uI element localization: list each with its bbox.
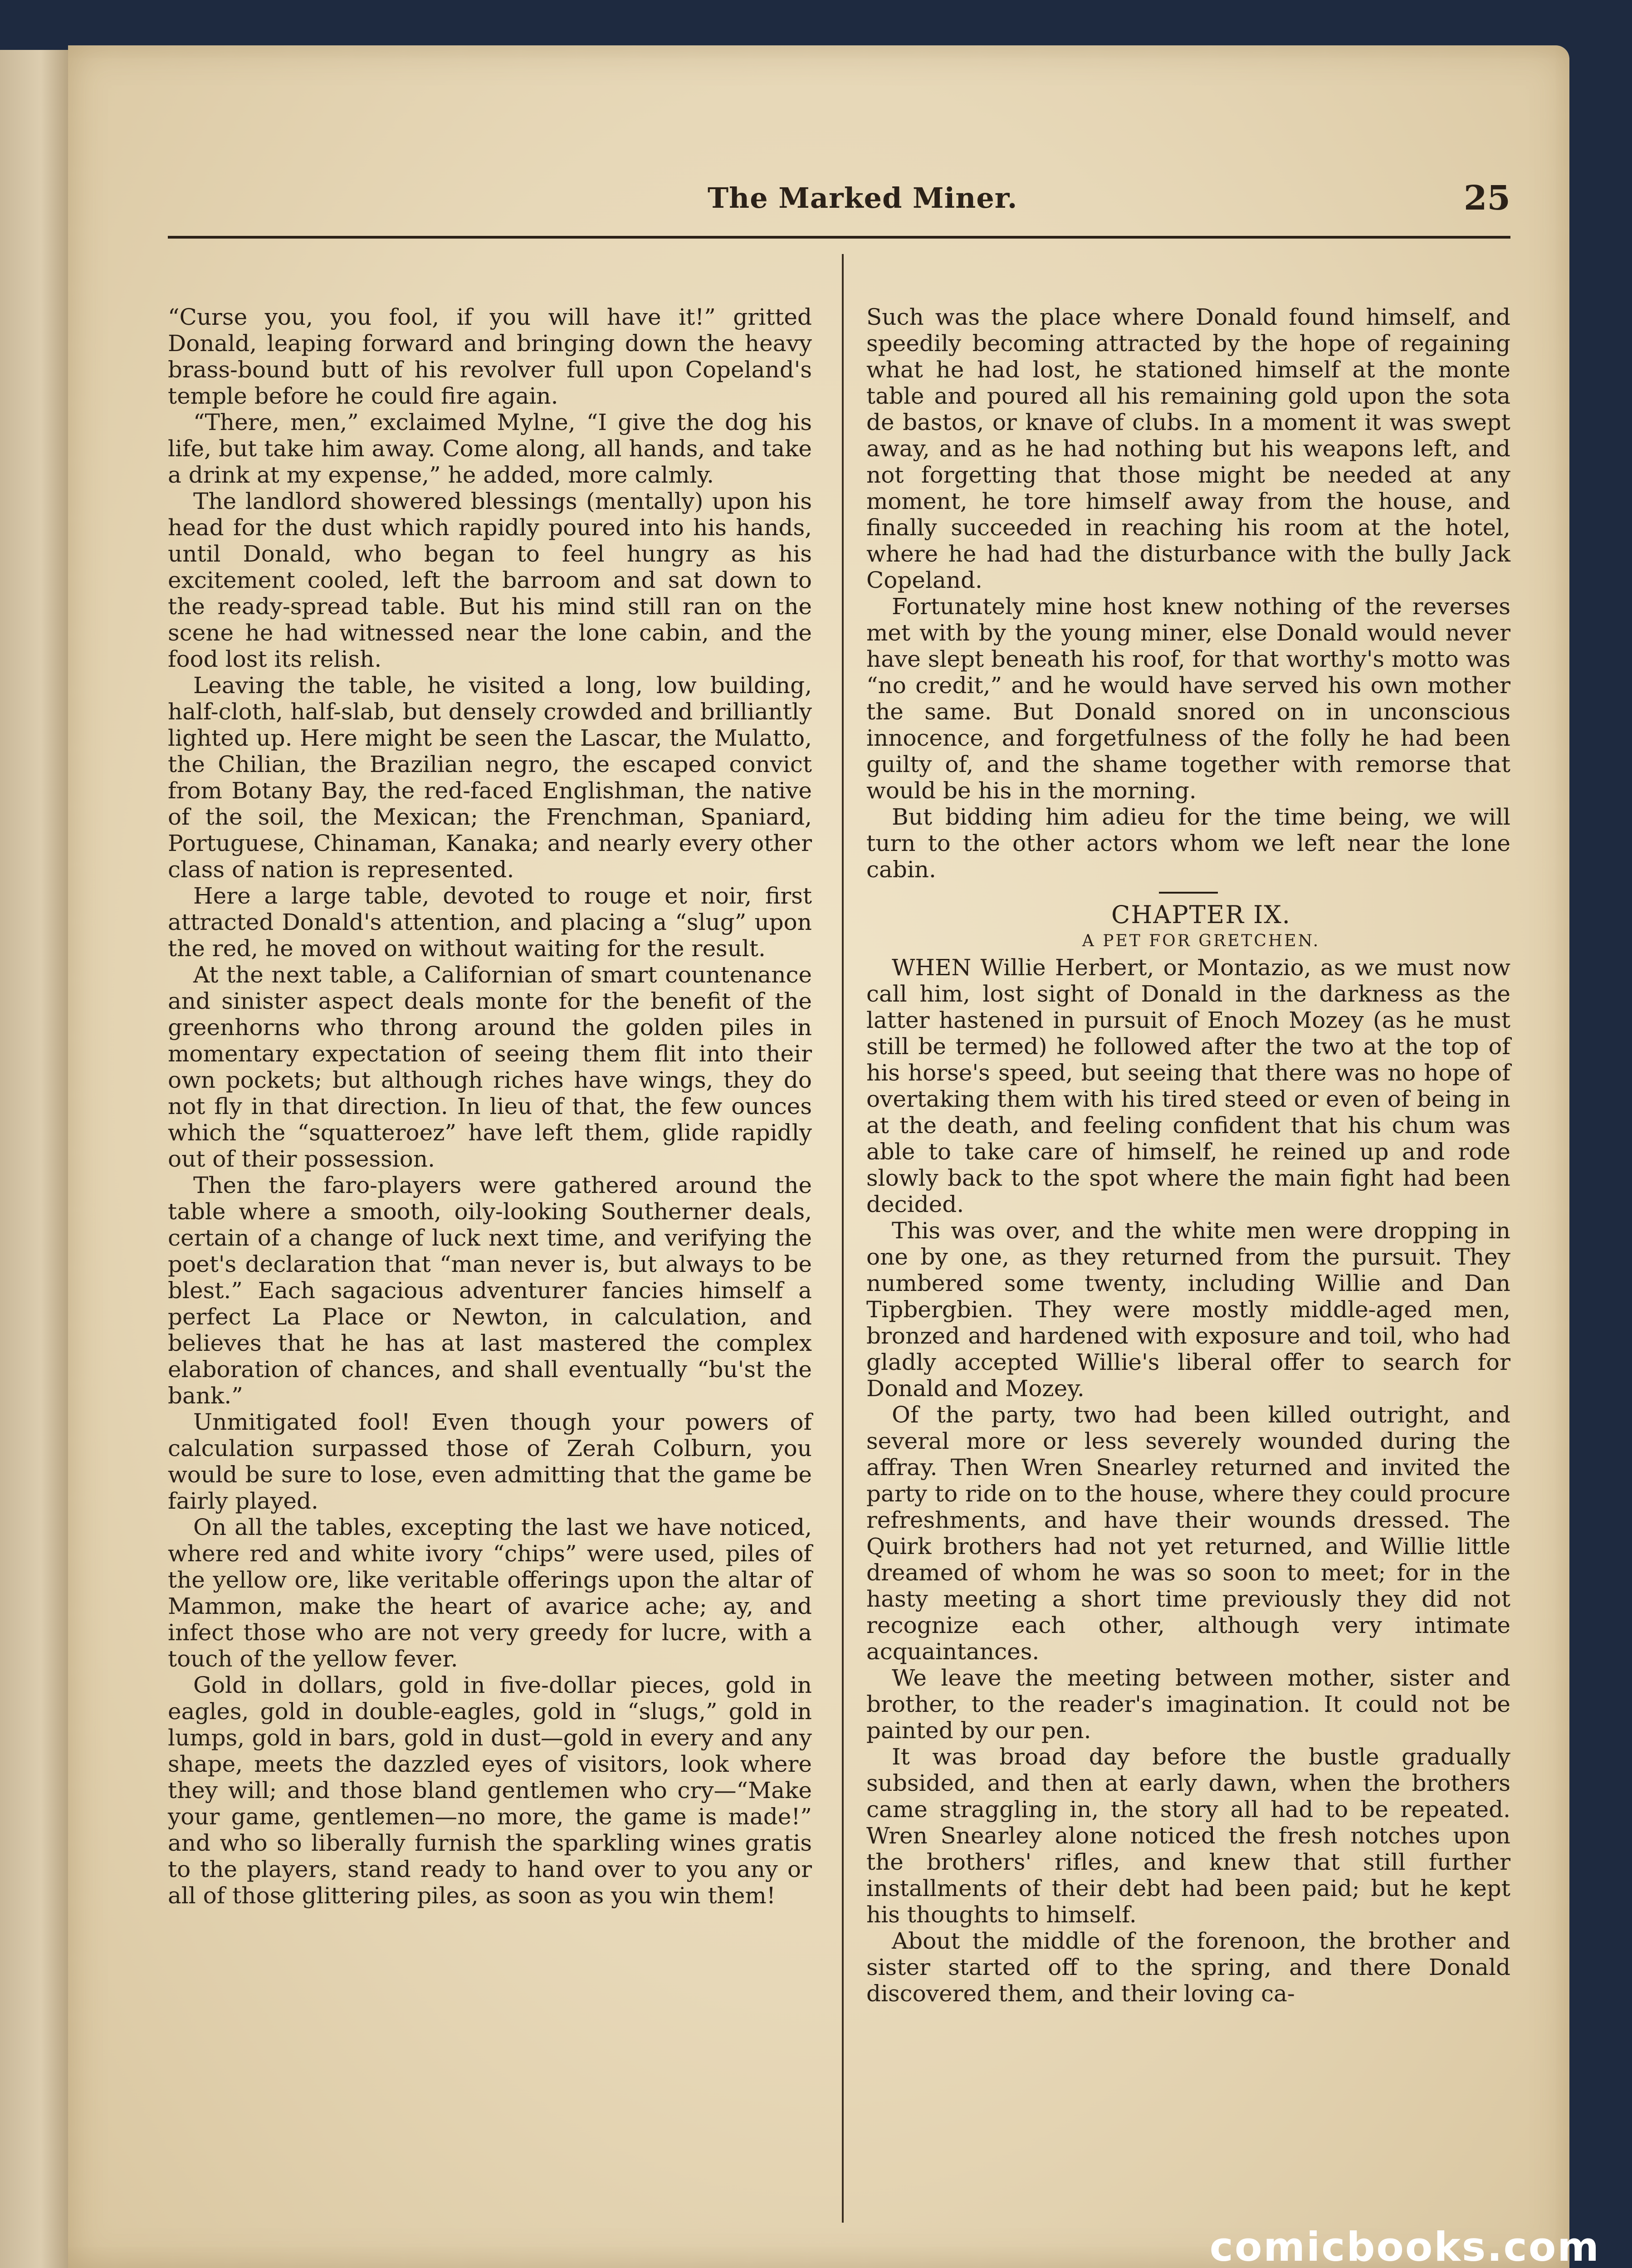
paragraph: Such was the place where Donald found himself, and speedily becoming attracted by the hope of regaining what he had lost, he stationed himself at the monte table and poured all his remaining gold upon the sota de bastos, or knave of clubs. In a moment it was swept away, and as he had nothing but his weapons left, and not forgetting that those might be needed at any moment, he tore himself away from the house, and finally succeeded in reaching his room at the hotel, where he had had the disturbance with the bully Jack Copeland. (866, 304, 1510, 593)
book-page (68, 45, 1569, 2268)
paragraph: But bidding him adieu for the time being, we will turn to the other actors whom we left near the lone cabin. (866, 804, 1510, 883)
paragraph: At the next table, a Californian of smart countenance and sinister aspect deals monte for the benefit of the greenhorns who throng around the golden piles in momentary expectation of seeing them flit into their own pockets; but although riches have wings, they do not fly in that direction. In lieu of that, the few ounces which the “squatteroez” have left them, glide rapidly out of their possession. (168, 962, 812, 1172)
running-title: The Marked Miner. (708, 181, 1018, 215)
paragraph: Leaving the table, he visited a long, low building, half-cloth, half-slab, but densely crowded and brilliantly lighted up. Here might be seen the Lascar, the Mulatto, the Chilian, the Brazilian negro, the escaped convict from Botany Bay, the red-faced Englishman, the native of the soil, the Mexican; the Frenchman, Spaniard, Portuguese, Chinaman, Kanaka; and nearly every other class of nation is represented. (168, 672, 812, 883)
header-rule (168, 236, 1510, 239)
chapter-title: CHAPTER IX. (1111, 900, 1291, 929)
column-divider (842, 254, 844, 2223)
chapter-rule (1159, 892, 1218, 894)
right-column (866, 304, 1510, 2007)
paragraph: Fortunately mine host knew nothing of the reverses met with by the young miner, else Donald would never have slept beneath his roof, for that worthy's motto was “no credit,” and he would have served his own mother the same. But Donald snored on in unconscious innocence, and forgetfulness of the folly he had been guilty of, and the shame together with remorse that would be his in the morning. (866, 593, 1510, 804)
left-column (168, 304, 812, 1909)
paragraph: This was over, and the white men were dropping in one by one, as they returned from the pursuit. They numbered some twenty, including Willie and Dan Tipbergbien. They were mostly middle-aged men, bronzed and hardened with exposure and toil, who had gladly accepted Willie's liberal offer to search for Donald and Mozey. (866, 1217, 1510, 1402)
paragraph: “Curse you, you fool, if you will have it!” gritted Donald, leaping forward and bringing down the heavy brass-bound butt of his revolver full upon Copeland's temple before he could fire again. (168, 304, 812, 409)
page-header (168, 181, 1510, 245)
paragraph: Here a large table, devoted to rouge et noir, first attracted Donald's attention, and placing a “slug” upon the red, he moved on without waiting for the result. (168, 883, 812, 962)
chapter-subtitle: A PET FOR GRETCHEN. (1082, 932, 1320, 950)
paragraph: On all the tables, excepting the last we have noticed, where red and white ivory “chips” were used, piles of the yellow ore, like veritable offerings upon the altar of Mammon, make the heart of avarice ache; ay, and infect those who are not very greedy for lucre, with a touch of the yellow fever. (168, 1514, 812, 1672)
page-number: 25 (1464, 179, 1510, 218)
paragraph: It was broad day before the bustle gradually subsided, and then at early dawn, when the brothers came straggling in, the story all had to be repeated. Wren Snearley alone noticed the fresh notches upon the brothers' rifles, and knew that still further installments of their debt had been paid; but he kept his thoughts to himself. (866, 1744, 1510, 1928)
paragraph: Gold in dollars, gold in five-dollar pieces, gold in eagles, gold in double-eagles, gold in “slugs,” gold in lumps, gold in bars, gold in dust—gold in every and any shape, meets the dazzled eyes of visitors, look where they will; and those bland gentlemen who cry—“Make your game, gentlemen—no more, the game is made!” and who so liberally furnish the sparkling wines gratis to the players, stand ready to hand over to you any or all of those glittering piles, as soon as you win them! (168, 1672, 812, 1909)
watermark: comicbooks.com (1209, 2224, 1600, 2268)
paragraph: We leave the meeting between mother, sister and brother, to the reader's imagination. It could not be painted by our pen. (866, 1665, 1510, 1744)
paragraph: Of the party, two had been killed outright, and several more or less severely wounded during the affray. Then Wren Snearley returned and invited the party to ride on to the house, where they could procure refreshments, and have their wounds dressed. The Quirk brothers had not yet returned, and Willie little dreamed of whom he was so soon to meet; for in the hasty meeting a short time previously they did not recognize each other, although very intimate acquaintances. (866, 1402, 1510, 1665)
paragraph: Then the faro-players were gathered around the table where a smooth, oily-looking Southerner deals, certain of a change of luck next time, and verifying the poet's declaration that “man never is, but always to be blest.” Each sagacious adventurer fancies himself a perfect La Place or Newton, in calculation, and believes that he has at last mastered the complex elaboration of chances, and shall eventually “bu'st the bank.” (168, 1172, 812, 1409)
paragraph: About the middle of the forenoon, the brother and sister started off to the spring, and there Donald discovered them, and their loving ca- (866, 1928, 1510, 2007)
paragraph: The landlord showered blessings (mentally) upon his head for the dust which rapidly poured into his hands, until Donald, who began to feel hungry as his excitement cooled, left the barroom and sat down to the ready-spread table. But his mind still ran on the scene he had witnessed near the lone cabin, and the food lost its relish. (168, 488, 812, 672)
paragraph: “There, men,” exclaimed Mylne, “I give the dog his life, but take him away. Come along, all hands, and take a drink at my expense,” he added, more calmly. (168, 409, 812, 488)
facing-page-edge (0, 50, 71, 2268)
paragraph: WHEN Willie Herbert, or Montazio, as we must now call him, lost sight of Donald in the darkness as the latter hastened in pursuit of Enoch Mozey (as he must still be termed) he followed after the two at the top of his horse's speed, but seeing that there was no hope of overtaking them with his tired steed or even of being in at the death, and feeling confident that his chum was able to take care of himself, he reined up and rode slowly back to the spot where the main fight had been decided. (866, 954, 1510, 1217)
paragraph: Unmitigated fool! Even though your powers of calculation surpassed those of Zerah Colburn, you would be sure to lose, even admitting that the game be fairly played. (168, 1409, 812, 1514)
